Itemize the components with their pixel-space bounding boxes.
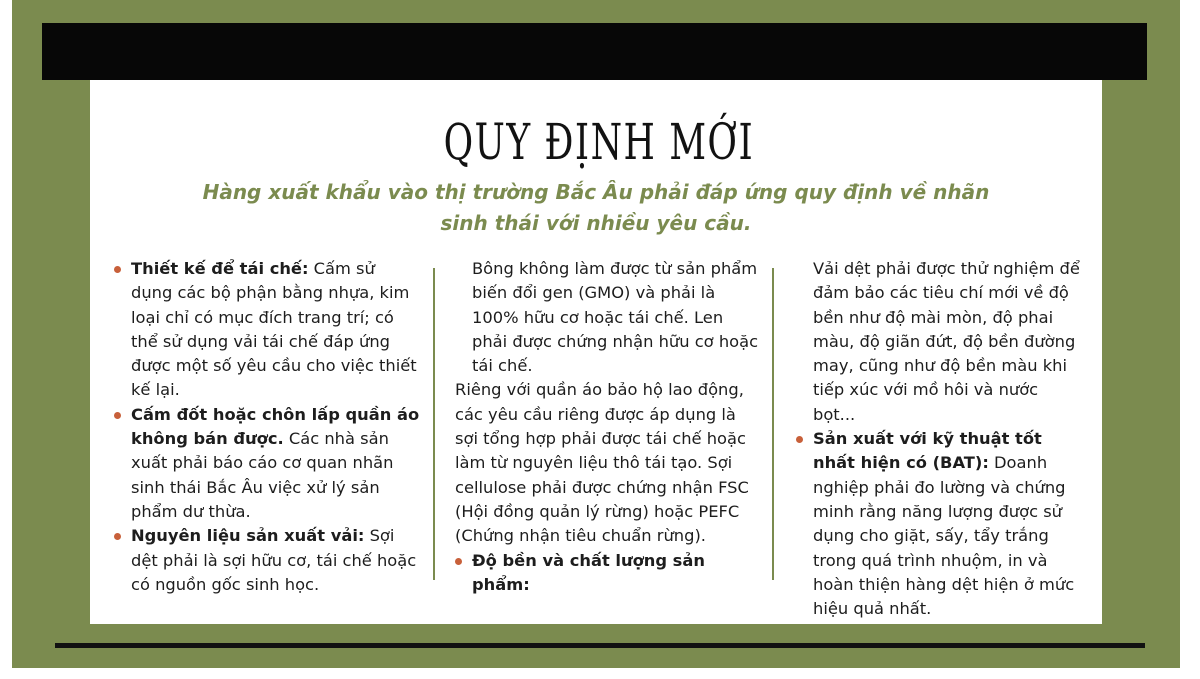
paragraph-durability-testing: Vải dệt phải được thử nghiệm để đảm bảo các tiêu chí mới về độ bền như độ mài mòn, độ phai màu, độ giãn đứt, độ bền đường may, cũng như độ bền màu khi tiếp xúc với mồ hôi và nước bọt... (813, 259, 1080, 424)
page-title: QUY ĐỊNH MỚI (443, 113, 755, 171)
column-divider-1 (433, 268, 435, 580)
subtitle: Hàng xuất khẩu vào thị trường Bắc Âu phải đáp ứng quy định về nhãn sinh thái với nhiều yêu cầu. (202, 180, 990, 235)
bullet-icon (455, 558, 462, 565)
column-2 (455, 257, 762, 597)
top-black-bar (42, 23, 1147, 80)
bottom-black-rule (55, 643, 1145, 648)
paragraph-cotton-wool: Bông không làm được từ sản phẩm biến đổi gen (GMO) và phải là 100% hữu cơ hoặc tái chế. Len phải được chứng nhận hữu cơ hoặc tái chế. (472, 259, 759, 376)
bullet-icon (114, 412, 121, 419)
item-lead: Độ bền và chất lượng sản phẩm: (472, 550, 705, 594)
column-divider-2 (772, 268, 774, 580)
list-item-no-burning (131, 403, 421, 524)
paragraph-protective-clothing: Riêng với quần áo bảo hộ lao động, các yêu cầu riêng được áp dụng là sợi tổng hợp phải được tái chế hoặc làm từ nguyên liệu thô tái tạo. Sợi cellulose phải được chứng nhận FSC (Hội đồng quản lý rừng) hoặc PEFC (Chứng nhận tiêu chuẩn rừng). (455, 380, 749, 546)
item-text: Doanh nghiệp phải đo lường và chứng minh rằng năng lượng được sử dụng cho giặt, sấy, tẩy trắng trong quá trình nhuộm, in và hoàn thiện hàng dệt hiện ở mức hiệu quả nhất. (813, 453, 1075, 619)
bullet-icon (114, 266, 121, 273)
list-item-fabric-materials (131, 524, 421, 597)
column-1 (131, 257, 421, 597)
item-lead: Nguyên liệu sản xuất vải: (131, 526, 365, 546)
column-3 (813, 257, 1083, 621)
list-item-design-for-recycling (131, 257, 421, 403)
item-text: Các nhà sản xuất phải báo cáo cơ quan nhãn sinh thái Bắc Âu việc xử lý sản phẩm dư thừa. (131, 429, 394, 521)
list-item-bat (813, 427, 1083, 621)
item-lead: Cấm đốt hoặc chôn lấp quần áo không bán được. (131, 404, 420, 449)
list-item-durability (472, 549, 762, 598)
item-lead: Thiết kế để tái chế: (131, 259, 309, 278)
item-text: Cấm sử dụng các bộ phận bằng nhựa, kim loại chỉ có mục đích trang trí; có thể sử dụng vải tái chế đáp ứng được một số yêu cầu cho việc thiết kế lại. (131, 259, 417, 400)
item-text: Sợi dệt phải là sợi hữu cơ, tái chế hoặc có nguồn gốc sinh học. (131, 526, 417, 594)
item-lead: Sản xuất với kỹ thuật tốt nhất hiện có (BAT): (813, 429, 1042, 473)
